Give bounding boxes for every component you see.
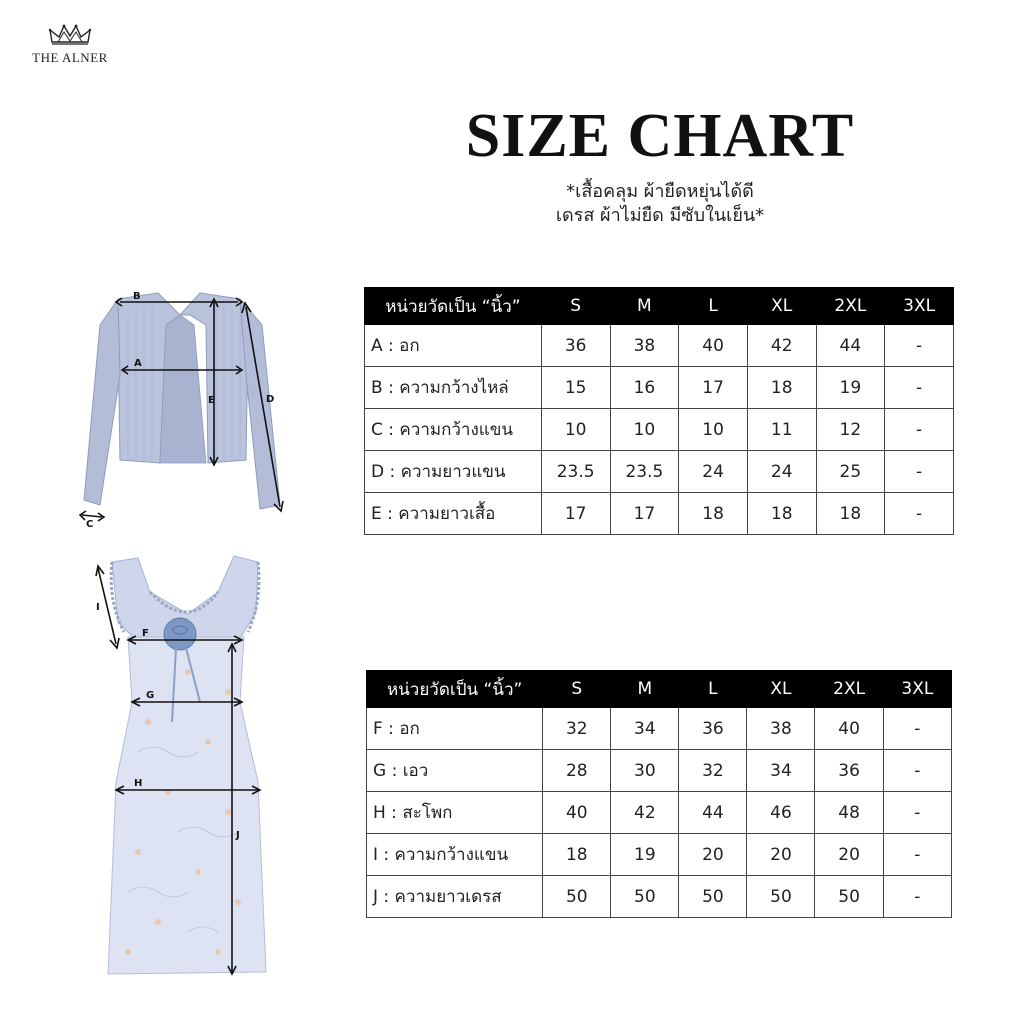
cell-value: 34 bbox=[611, 708, 679, 750]
cell-value: - bbox=[885, 451, 954, 493]
cell-value: - bbox=[883, 750, 951, 792]
cell-value: 48 bbox=[815, 792, 883, 834]
subtitle-line-1: *เสื้อคลุม ผ้ายืดหยุ่นได้ดี bbox=[566, 181, 754, 202]
cell-value: 18 bbox=[679, 493, 748, 535]
cell-value: - bbox=[883, 876, 951, 918]
table-row bbox=[367, 750, 952, 792]
cell-value: 32 bbox=[679, 750, 747, 792]
table-row bbox=[365, 451, 954, 493]
page-title: SIZE CHART bbox=[465, 102, 855, 170]
size-header-xl: XL bbox=[747, 671, 815, 708]
dress-illustration bbox=[88, 552, 288, 982]
cell-value: 42 bbox=[611, 792, 679, 834]
cell-value: 10 bbox=[679, 409, 748, 451]
table-row bbox=[365, 325, 954, 367]
size-header-m: M bbox=[611, 671, 679, 708]
row-label: B : ความกว้างไหล่ bbox=[365, 367, 542, 409]
cell-value: 32 bbox=[543, 708, 611, 750]
cell-value: 24 bbox=[747, 451, 816, 493]
cell-value: 23.5 bbox=[610, 451, 679, 493]
brand-name: THE ALNER bbox=[32, 50, 108, 65]
cell-value: 38 bbox=[747, 708, 815, 750]
cell-value: 19 bbox=[611, 834, 679, 876]
size-header-2xl: 2XL bbox=[815, 671, 883, 708]
cell-value: 10 bbox=[610, 409, 679, 451]
cell-value: 34 bbox=[747, 750, 815, 792]
cell-value: 18 bbox=[747, 493, 816, 535]
mark-e: E bbox=[208, 395, 215, 406]
cell-value: 17 bbox=[541, 493, 610, 535]
cell-value: 50 bbox=[815, 876, 883, 918]
table-row bbox=[365, 367, 954, 409]
cell-value: 25 bbox=[816, 451, 885, 493]
mark-j: J bbox=[236, 830, 240, 841]
cell-value: 11 bbox=[747, 409, 816, 451]
cell-value: 28 bbox=[543, 750, 611, 792]
size-header-m: M bbox=[610, 288, 679, 325]
cell-value: 42 bbox=[747, 325, 816, 367]
row-label: I : ความกว้างแขน bbox=[367, 834, 543, 876]
table-row bbox=[365, 493, 954, 535]
mark-c: C bbox=[86, 519, 94, 530]
cell-value: - bbox=[885, 325, 954, 367]
cell-value: 50 bbox=[747, 876, 815, 918]
table-row bbox=[367, 876, 952, 918]
mark-h: H bbox=[134, 778, 143, 789]
size-header-3xl: 3XL bbox=[885, 288, 954, 325]
cell-value: 18 bbox=[747, 367, 816, 409]
size-header-3xl: 3XL bbox=[883, 671, 951, 708]
cell-value: 36 bbox=[541, 325, 610, 367]
cell-value: 18 bbox=[543, 834, 611, 876]
table-row bbox=[367, 834, 952, 876]
size-header-xl: XL bbox=[747, 288, 816, 325]
row-label: A : อก bbox=[365, 325, 542, 367]
cell-value: 50 bbox=[543, 876, 611, 918]
cell-value: - bbox=[883, 792, 951, 834]
cell-value: 15 bbox=[541, 367, 610, 409]
cell-value: 30 bbox=[611, 750, 679, 792]
cell-value: 36 bbox=[679, 708, 747, 750]
crown-icon bbox=[48, 24, 92, 46]
cell-value: 40 bbox=[815, 708, 883, 750]
cell-value: 40 bbox=[543, 792, 611, 834]
cell-value: 10 bbox=[541, 409, 610, 451]
row-label: C : ความกว้างแขน bbox=[365, 409, 542, 451]
dress-size-table bbox=[366, 670, 952, 918]
row-label: F : อก bbox=[367, 708, 543, 750]
row-label: E : ความยาวเสื้อ bbox=[365, 493, 542, 535]
mark-a: A bbox=[134, 358, 142, 369]
cell-value: 36 bbox=[815, 750, 883, 792]
cell-value: - bbox=[883, 708, 951, 750]
cell-value: 46 bbox=[747, 792, 815, 834]
unit-header: หน่วยวัดเป็น “นิ้ว” bbox=[365, 288, 542, 325]
cell-value: - bbox=[885, 409, 954, 451]
cardigan-size-table bbox=[364, 287, 954, 535]
cell-value: 38 bbox=[610, 325, 679, 367]
cell-value: 50 bbox=[679, 876, 747, 918]
row-label: D : ความยาวแขน bbox=[365, 451, 542, 493]
cell-value: 20 bbox=[679, 834, 747, 876]
cell-value: 24 bbox=[679, 451, 748, 493]
cell-value: - bbox=[885, 367, 954, 409]
size-header-s: S bbox=[541, 288, 610, 325]
cell-value: 44 bbox=[679, 792, 747, 834]
table-row bbox=[367, 708, 952, 750]
row-label: G : เอว bbox=[367, 750, 543, 792]
cell-value: 18 bbox=[816, 493, 885, 535]
table-header-row bbox=[367, 671, 952, 708]
cell-value: - bbox=[885, 493, 954, 535]
cell-value: - bbox=[883, 834, 951, 876]
cell-value: 19 bbox=[816, 367, 885, 409]
mark-i: I bbox=[96, 602, 100, 613]
mark-f: F bbox=[142, 628, 149, 639]
size-header-s: S bbox=[543, 671, 611, 708]
size-header-l: L bbox=[679, 671, 747, 708]
cell-value: 23.5 bbox=[541, 451, 610, 493]
mark-g: G bbox=[146, 690, 155, 701]
size-header-2xl: 2XL bbox=[816, 288, 885, 325]
mark-b: B bbox=[133, 291, 141, 302]
page-subtitle bbox=[430, 180, 890, 228]
unit-header: หน่วยวัดเป็น “นิ้ว” bbox=[367, 671, 543, 708]
cell-value: 17 bbox=[610, 493, 679, 535]
brand-logo bbox=[20, 24, 120, 66]
cell-value: 40 bbox=[679, 325, 748, 367]
mark-d: D bbox=[266, 394, 275, 405]
table-row bbox=[365, 409, 954, 451]
cell-value: 17 bbox=[679, 367, 748, 409]
table-row bbox=[367, 792, 952, 834]
cell-value: 20 bbox=[747, 834, 815, 876]
cardigan-illustration bbox=[70, 285, 300, 530]
row-label: J : ความยาวเดรส bbox=[367, 876, 543, 918]
row-label: H : สะโพก bbox=[367, 792, 543, 834]
table-header-row bbox=[365, 288, 954, 325]
cell-value: 20 bbox=[815, 834, 883, 876]
cell-value: 44 bbox=[816, 325, 885, 367]
cell-value: 16 bbox=[610, 367, 679, 409]
size-header-l: L bbox=[679, 288, 748, 325]
subtitle-line-2: เดรส ผ้าไม่ยืด มีซับในเย็น* bbox=[555, 205, 765, 226]
cell-value: 12 bbox=[816, 409, 885, 451]
cell-value: 50 bbox=[611, 876, 679, 918]
